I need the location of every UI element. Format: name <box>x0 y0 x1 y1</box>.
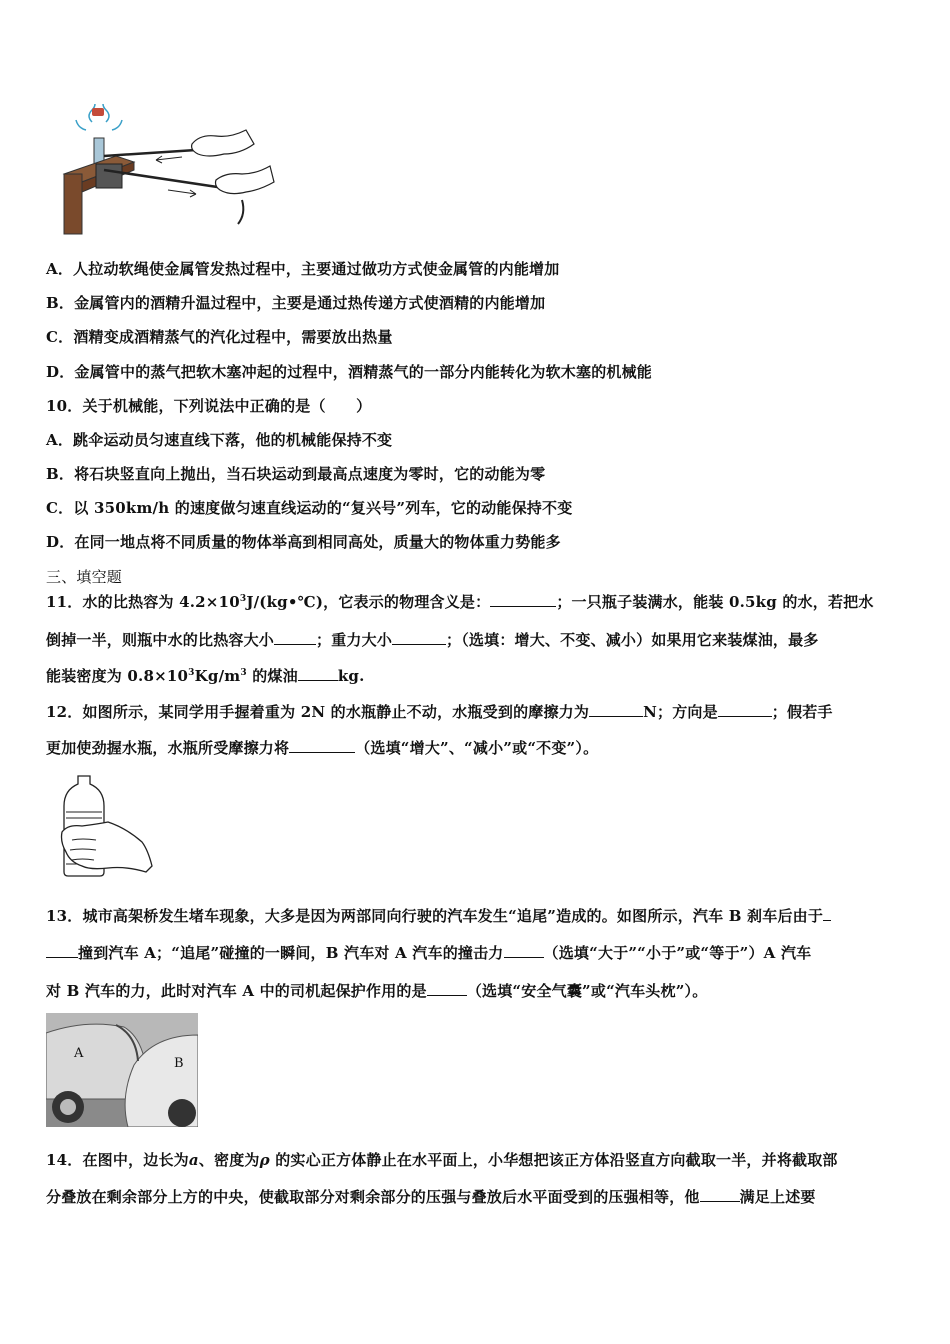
car-b-label: B <box>174 1056 184 1071</box>
option-a: A．跳伞运动员匀速直线下落，他的机械能保持不变 <box>46 431 393 449</box>
option-b: B．金属管内的酒精升温过程中，主要是通过热传递方式使酒精的内能增加 <box>46 294 546 312</box>
question-13-line-2: 撞到汽车 A；“追尾”碰撞的一瞬间，B 汽车对 A 汽车的撞击力 （选填“大于”“小于”或“等于”）A 汽车 <box>46 943 910 963</box>
question-11-line-2: 倒掉一半，则瓶中水的比热容大小 ；重力大小 ；（选填：增大、不变、减小）如果用它来装煤油，最多 <box>46 631 819 649</box>
question-11-line-1: 11．水的比热容为 $4.2\times 10^3J/(kg•℃)$，它表示的物理含义是： ；一只瓶子装满水，能装 0.5kg 的水，若把水 <box>46 593 874 611</box>
friction-experiment-figure <box>56 104 276 239</box>
answer-blank[interactable] <box>718 702 772 717</box>
question-12-line-1: 12．如图所示，某同学用手握着重为 2N 的水瓶静止不动，水瓶受到的摩擦力为 N；方向是 ；假若手 <box>46 703 833 721</box>
question-13-line-1: 13．城市高架桥发生堵车现象，大多是因为两部同向行驶的汽车发生“追尾”造成的。如图所示，汽车 B 刹车后由于 <box>46 906 910 926</box>
question-14-line-1: 14．在图中，边长为a、密度为ρ 的实心正方体静止在水平面上，小华想把该正方体沿竖直方向截取一半，并将截取部 <box>46 1151 838 1169</box>
bottle-in-hand-figure <box>58 772 154 878</box>
wheel-icon <box>168 1099 196 1127</box>
section-title: 三、填空题 <box>46 568 123 586</box>
option-a: A．人拉动软绳使金属管发热过程中，主要通过做功方式使金属管的内能增加 <box>46 260 560 278</box>
cork-icon <box>92 108 104 116</box>
answer-blank[interactable] <box>504 943 544 958</box>
answer-blank[interactable] <box>298 666 338 681</box>
answer-blank[interactable] <box>823 906 831 921</box>
option-b: B．将石块竖直向上抛出，当石块运动到最高点速度为零时，它的动能为零 <box>46 465 546 483</box>
question-13-line-3: 对 B 汽车的力，此时对汽车 A 中的司机起保护作用的是 （选填“安全气囊”或“汽车头枕”）。 <box>46 982 708 1000</box>
question-11-line-3: 能装密度为 $0.8\times 10^3Kg/m^3$ 的煤油 kg. <box>46 667 365 685</box>
option-c: C．以 350km/h 的速度做匀速直线运动的“复兴号”列车，它的动能保持不变 <box>46 499 573 517</box>
car-collision-figure <box>46 1013 198 1127</box>
option-d: D．金属管中的蒸气把软木塞冲起的过程中，酒精蒸气的一部分内能转化为软木塞的机械能 <box>46 363 653 381</box>
steam-icon <box>76 104 122 130</box>
answer-blank[interactable] <box>274 630 316 645</box>
answer-blank[interactable] <box>700 1187 740 1202</box>
answer-blank[interactable] <box>589 702 643 717</box>
question-14-line-2: 分叠放在剩余部分上方的中央，使截取部分对剩余部分的压强与叠放后水平面受到的压强相等，他 满足上述要 <box>46 1188 816 1206</box>
option-d: D．在同一地点将不同质量的物体举高到相同高处，质量大的物体重力势能多 <box>46 533 561 551</box>
question-12-line-2: 更加使劲握水瓶，水瓶所受摩擦力将 （选填“增大”、“减小”或“不变”）。 <box>46 739 599 757</box>
option-c: C．酒精变成酒精蒸气的汽化过程中，需要放出热量 <box>46 328 393 346</box>
answer-blank[interactable] <box>392 630 446 645</box>
answer-blank[interactable] <box>46 943 78 958</box>
question-10-stem: 10．关于机械能，下列说法中正确的是（ ） <box>46 397 372 415</box>
hand-icon <box>216 166 275 194</box>
answer-blank[interactable] <box>289 738 355 753</box>
answer-blank[interactable] <box>427 981 467 996</box>
answer-blank[interactable] <box>490 592 556 607</box>
car-a-label: A <box>74 1046 84 1061</box>
hand-icon <box>192 130 254 156</box>
